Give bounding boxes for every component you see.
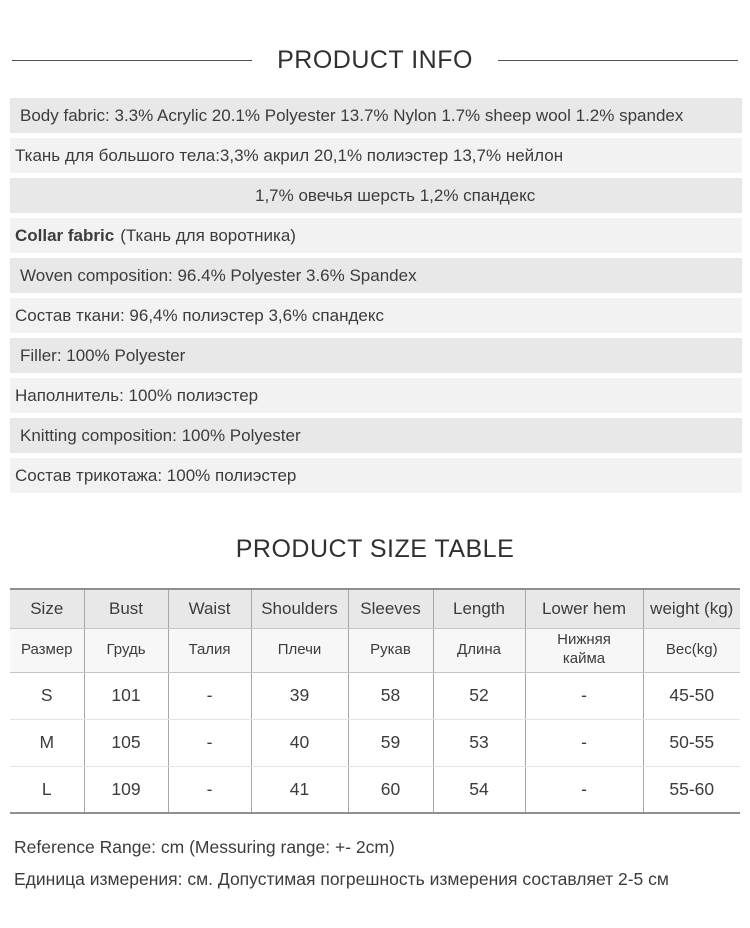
fabric-row-text: (Ткань для воротника): [120, 225, 296, 245]
cell-waist: -: [168, 672, 251, 719]
divider-line-left: [12, 60, 252, 61]
cell-sleeves: 60: [348, 766, 433, 813]
page-title-product-info: PRODUCT INFO: [277, 46, 473, 74]
col-en-shoulders: Shoulders: [251, 589, 348, 628]
cell-shoulders: 39: [251, 672, 348, 719]
cell-lower-hem: -: [525, 719, 643, 766]
fabric-row-text: Body fabric: 3.3% Acrylic 20.1% Polyester 13.7% Nylon 1.7% sheep wool 1.2% spandex: [20, 105, 684, 125]
cell-bust: 105: [84, 719, 168, 766]
fabric-row-woven-en: [10, 258, 742, 293]
cell-length: 54: [433, 766, 525, 813]
fabric-info-section: [0, 98, 750, 493]
cell-bust: 109: [84, 766, 168, 813]
cell-waist: -: [168, 766, 251, 813]
size-table-header-row-en: [10, 589, 740, 628]
cell-size: M: [10, 719, 84, 766]
cell-weight: 45-50: [643, 672, 740, 719]
cell-shoulders: 40: [251, 719, 348, 766]
fabric-row-label: Collar fabric: [15, 225, 115, 245]
col-ru-sleeves: Рукав: [348, 628, 433, 672]
cell-size: S: [10, 672, 84, 719]
fabric-row-text: Filler: 100% Polyester: [20, 345, 186, 365]
cell-sleeves: 59: [348, 719, 433, 766]
col-ru-bust: Грудь: [84, 628, 168, 672]
fabric-row-text: Наполнитель: 100% полиэстер: [15, 385, 259, 405]
col-en-sleeves: Sleeves: [348, 589, 433, 628]
size-row-m: [10, 719, 740, 766]
cell-size: L: [41, 778, 52, 799]
fabric-row-text: Woven composition: 96.4% Polyester 3.6% Spandex: [20, 265, 417, 285]
fabric-row-text: Ткань для большого тела:3,3% акрил 20,1% полиэстер 13,7% нейлон: [15, 145, 564, 165]
cell-bust: 101: [84, 672, 168, 719]
fabric-row-filler-ru: [10, 378, 742, 413]
page-title-size-table: PRODUCT SIZE TABLE: [235, 535, 515, 563]
size-table-header-row-ru: [10, 628, 740, 672]
fabric-row-body-ru-cont: [10, 178, 742, 213]
col-ru-weight: Вес(kg): [643, 628, 740, 672]
col-ru-waist: Талия: [168, 628, 251, 672]
cell-weight: 50-55: [643, 719, 740, 766]
cell-shoulders: 41: [251, 766, 348, 813]
fabric-row-body-en: [10, 98, 742, 133]
col-ru-shoulders: Плечи: [251, 628, 348, 672]
size-row-s: [10, 672, 740, 719]
fabric-row-knitting-ru: [10, 458, 742, 493]
fabric-row-filler-en: [10, 338, 742, 373]
fabric-row-text: Состав ткани: 96,4% полиэстер 3,6% спандекс: [15, 305, 384, 325]
col-en-lower-hem: Lower hem: [525, 589, 643, 628]
reference-note-en: Reference Range: cm (Messuring range: +- 2cm): [14, 837, 395, 857]
reference-note-ru: Единица измерения: см. Допустимая погрешность измерения составляет 2-5 см: [14, 869, 669, 889]
cell-length: 53: [433, 719, 525, 766]
col-ru-size: Размер: [10, 628, 84, 672]
cell-sleeves: 58: [348, 672, 433, 719]
col-en-length: Length: [433, 589, 525, 628]
fabric-row-woven-ru: [10, 298, 742, 333]
fabric-row-text: Knitting composition: 100% Polyester: [20, 425, 301, 445]
col-en-waist: Waist: [168, 589, 251, 628]
col-ru-lower-hem: Нижняя кайма: [525, 628, 643, 672]
reference-notes: [14, 831, 736, 895]
fabric-row-knitting-en: [10, 418, 742, 453]
cell-waist: -: [168, 719, 251, 766]
fabric-row-text: 1,7% овечья шерсть 1,2% спандекс: [255, 185, 536, 205]
cell-weight: 55-60: [643, 766, 740, 813]
col-en-weight: weight (kg): [643, 589, 740, 628]
col-en-size: Size: [10, 589, 84, 628]
fabric-row-body-ru: [10, 138, 742, 173]
size-row-l: [10, 766, 740, 813]
fabric-row-text: Состав трикотажа: 100% полиэстер: [15, 465, 297, 485]
cell-lower-hem: -: [525, 672, 643, 719]
product-info-header: [12, 46, 738, 75]
fabric-row-collar: [10, 218, 742, 253]
divider-line-right: [498, 60, 738, 61]
cell-length: 52: [433, 672, 525, 719]
size-table-header: [0, 535, 750, 564]
col-en-bust: Bust: [84, 589, 168, 628]
col-ru-length: Длина: [433, 628, 525, 672]
size-table: [10, 588, 740, 814]
cell-lower-hem: -: [525, 766, 643, 813]
